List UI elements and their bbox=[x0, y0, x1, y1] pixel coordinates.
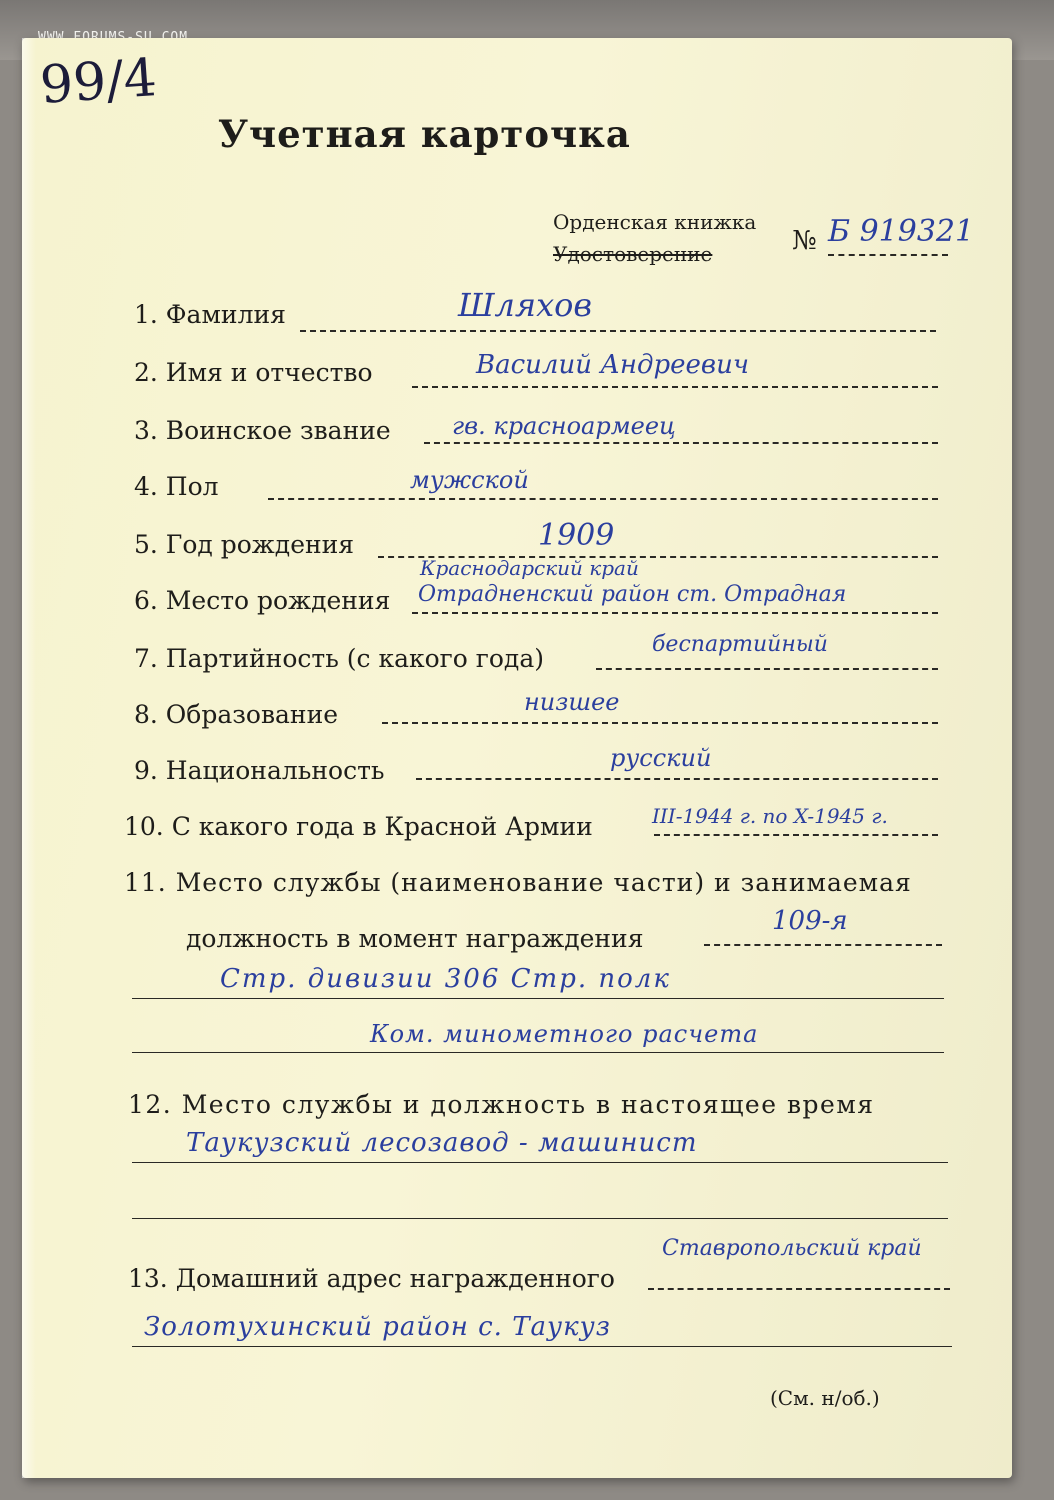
field-service-place-line-1 bbox=[704, 944, 942, 946]
card-title: Учетная карточка bbox=[218, 112, 631, 156]
field-army-since-label: 10. С какого года в Красной Армии bbox=[124, 812, 593, 841]
field-service-place-label: 11. Место службы (наименование части) и занимаемая bbox=[124, 868, 912, 897]
number-label: № bbox=[792, 226, 817, 256]
field-current-service-label: 12. Место службы и должность в настоящее время bbox=[128, 1090, 875, 1119]
field-name-line bbox=[412, 386, 938, 388]
number-underline bbox=[828, 254, 948, 256]
field-home-address-line-1 bbox=[648, 1288, 950, 1290]
field-education-line bbox=[382, 722, 938, 724]
field-home-address-value-2: Золотухинский район с. Таукуз bbox=[144, 1312, 611, 1342]
field-current-service-line-1 bbox=[132, 1162, 948, 1163]
field-army-since-line bbox=[654, 834, 938, 836]
field-name-label: 2. Имя и отчество bbox=[134, 358, 373, 387]
doc-type-order-book: Орденская книжка bbox=[553, 210, 757, 234]
order-book-number: Б 919321 bbox=[828, 214, 975, 249]
field-birthplace-line bbox=[412, 612, 938, 614]
field-nationality-line bbox=[416, 778, 938, 780]
field-home-address-value: Ставропольский край bbox=[662, 1236, 922, 1261]
field-birth-year-value: 1909 bbox=[538, 518, 615, 553]
field-home-address-label: 13. Домашний адрес награжденного bbox=[128, 1264, 615, 1293]
field-education-value: низшее bbox=[524, 688, 620, 716]
field-birthplace-label: 6. Место рождения bbox=[134, 586, 391, 615]
field-army-since-value: III-1944 г. по X-1945 г. bbox=[652, 804, 888, 828]
field-surname-label: 1. Фамилия bbox=[134, 300, 286, 329]
field-birthplace-value: Отрадненский район ст. Отрадная bbox=[418, 582, 847, 607]
field-rank-label: 3. Воинское звание bbox=[134, 416, 391, 445]
archive-mark: 99/4 bbox=[38, 47, 159, 117]
footer-note: (См. н/об.) bbox=[770, 1386, 880, 1410]
field-name-value: Василий Андреевич bbox=[476, 350, 749, 380]
field-surname-value: Шляхов bbox=[458, 286, 593, 324]
field-home-address-line-2 bbox=[132, 1346, 952, 1347]
field-current-service-line-2 bbox=[132, 1218, 948, 1219]
field-service-place-value-a: 109-я bbox=[772, 906, 848, 936]
field-sex-label: 4. Пол bbox=[134, 472, 219, 501]
field-service-place-value-c: Ком. минометного расчета bbox=[370, 1020, 759, 1048]
field-nationality-value: русский bbox=[610, 744, 712, 772]
field-service-place-label-2: должность в момент награждения bbox=[186, 924, 644, 953]
field-party-label: 7. Партийность (с какого года) bbox=[134, 644, 544, 673]
field-education-label: 8. Образование bbox=[134, 700, 339, 729]
field-surname-line bbox=[300, 330, 936, 332]
field-service-place-line-3 bbox=[132, 1052, 944, 1053]
field-birthplace-value-top: Краснодарский край bbox=[420, 556, 639, 580]
field-rank-value: гв. красноармеец bbox=[452, 412, 676, 440]
field-rank-line bbox=[424, 442, 938, 444]
field-current-service-value: Таукузский лесозавод - машинист bbox=[186, 1128, 698, 1158]
field-birth-year-label: 5. Год рождения bbox=[134, 530, 355, 559]
field-party-value: беспартийный bbox=[652, 632, 828, 657]
field-sex-line bbox=[268, 498, 938, 500]
field-service-place-value-b: Стр. дивизии 306 Стр. полк bbox=[220, 964, 671, 994]
doc-type-certificate: Удостоверение bbox=[553, 242, 713, 266]
field-nationality-label: 9. Национальность bbox=[134, 756, 385, 785]
field-service-place-line-2 bbox=[132, 998, 944, 999]
field-party-line bbox=[596, 668, 938, 670]
field-sex-value: мужской bbox=[410, 466, 529, 494]
